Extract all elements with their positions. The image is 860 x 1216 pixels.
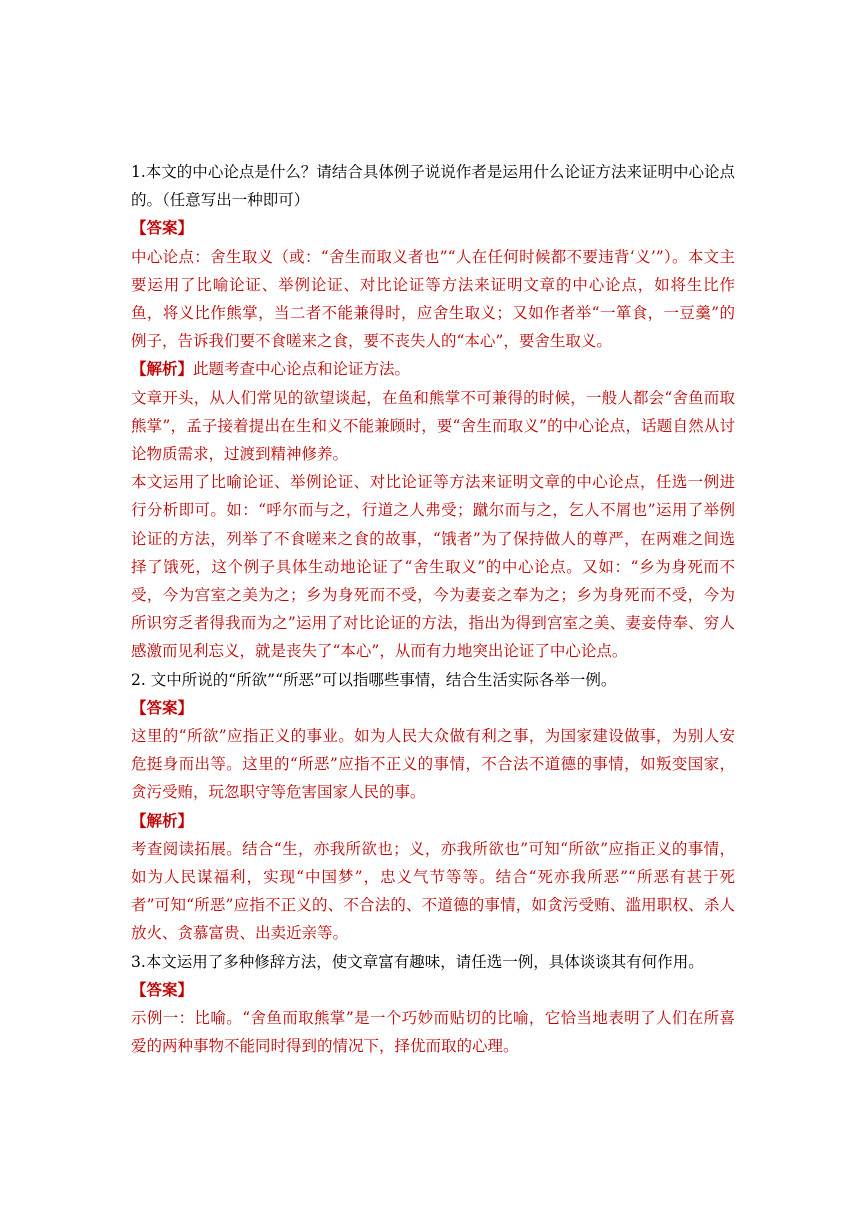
question-2-section [131, 666, 735, 948]
question-2-text: 2. 文中所说的“所欲”“所恶”可以指哪些事情，结合生活实际各举一例。 [131, 670, 617, 689]
question-3-text: 3.本文运用了多种修辞方法，使文章富有趣味，请任选一例，具体谈谈其有何作用。 [131, 952, 704, 971]
question-1-answer-tag: 【答案】 [131, 218, 194, 238]
question-1-analysis-tag: 【解析】 [131, 359, 194, 379]
question-1-analysis-line [131, 355, 735, 383]
document-body [131, 158, 735, 1061]
question-3-answer-tag: 【答案】 [131, 979, 194, 999]
question-1-section [131, 158, 735, 666]
question-1-analysis-paragraph: 文章开头，从人们常见的欲望谈起，在鱼和熊掌不可兼得的时候，一般人都会“舍鱼而取熊掌”，孟子接着提出在生和义不能兼顾时，要“舍生而取义”的中心论点，话题自然从讨论物质需求，过渡到精神修养。 [131, 388, 735, 464]
question-1-answer: 中心论点：舍生取义（或：“舍生而取义者也”“人在任何时候都不要违背‘义’”）。本文主要运用了比喻论证、举例论证、对比论证等方法来证明文章的中心论点，如将生比作鱼，将义比作熊掌，当二者不能兼得时，应舍生取义；又如作者举“一箪食，一豆羹”的例子，告诉我们要不食嗟来之食，要不丧失人的“本心”，要舍生取义。 [131, 247, 735, 351]
question-1-analysis-inline: 此题考查中心论点和论证方法。 [193, 360, 411, 379]
question-2-analysis-tag: 【解析】 [131, 810, 194, 830]
question-3-section [131, 948, 735, 1061]
question-1-text: 1.本文的中心论点是什么？请结合具体例子说说作者是运用什么论证方法来证明中心论点的。（任意写出一种即可） [131, 163, 735, 210]
question-2-answer: 这里的“所欲”应指正义的事业。如为人民大众做有利之事，为国家建设做事，为别人安危挺身而出等。这里的“所恶”应指不正义的事情，不合法不道德的事情，如叛变国家，贪污受贿，玩忽职守等危害国家人民的事。 [131, 727, 735, 802]
question-2-analysis-paragraph: 考查阅读拓展。结合“生，亦我所欲也；义，亦我所欲也”可知“所欲”应指正义的事情，如为人民谋福利，实现“中国梦”，忠义气节等等。结合“死亦我所恶”“所恶有甚于死者”可知“所恶”应指不正义的、不合法的、不道德的事情，如贪污受贿、滥用职权、杀人放火、贪慕富贵、出卖近亲等。 [131, 839, 735, 943]
question-3-answer: 示例一：比喻。“舍鱼而取熊掌”是一个巧妙而贴切的比喻，它恰当地表明了人们在所喜爱的两种事物不能同时得到的情况下，择优而取的心理。 [131, 1009, 735, 1056]
question-1-analysis-paragraph: 本文运用了比喻论证、举例论证、对比论证等方法来证明文章的中心论点，任选一例进行分析即可。如：“呼尔而与之，行道之人弗受；蹴尔而与之，乞人不屑也”运用了举例论证的方法，列举了不食嗟来之食的故事，“饿者”为了保持做人的尊严，在两难之间选择了饿死，这个例子具体生动地论证了“舍生取义”的中心论点。又如：“乡为身死而不受，今为宫室之美为之；乡为身死而不受，今为妻妾之奉为之；乡为身死而不受，今为所识穷乏者得我而为之”运用了对比论证的方法，指出为得到宫室之美、妻妾侍奉、穷人感激而见利忘义，就是丧失了“本心”，从而有力地突出论证了中心论点。 [131, 473, 735, 661]
question-2-answer-tag: 【答案】 [131, 697, 194, 717]
